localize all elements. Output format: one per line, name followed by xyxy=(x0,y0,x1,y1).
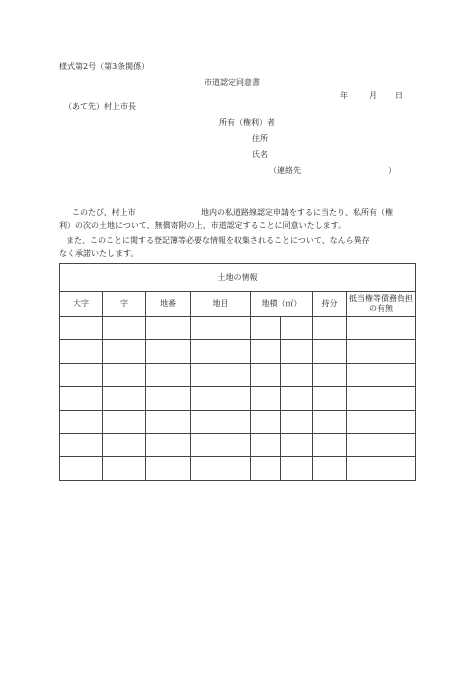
address-label: 住所 xyxy=(252,134,268,143)
cell-mochibun xyxy=(313,457,347,480)
cell-oaza xyxy=(60,340,103,363)
cell-chimoku xyxy=(191,340,251,363)
table-row xyxy=(60,457,416,480)
table-row xyxy=(60,387,416,410)
cell-mortgage xyxy=(347,433,416,456)
table-row xyxy=(60,363,416,386)
cell-chimoku xyxy=(191,410,251,433)
body-line-1-suffix: 地内の私道路線認定申請をするに当たり、私所有（権 xyxy=(201,208,393,217)
cell-mochibun xyxy=(313,317,347,340)
cell-mochibun xyxy=(313,433,347,456)
cell-chimoku xyxy=(191,387,251,410)
table-caption: 土地の情報 xyxy=(60,264,416,292)
body-line-2: 利）の次の土地について、無償寄附の上、市道認定することに同意いたします。 xyxy=(59,221,347,230)
cell-mortgage xyxy=(347,457,416,480)
body-line-1-prefix: このたび、村上市 xyxy=(72,208,136,217)
table-row xyxy=(60,317,416,340)
header-chiban: 地番 xyxy=(146,292,191,317)
cell-chiseki-dec xyxy=(281,457,313,480)
cell-oaza xyxy=(60,410,103,433)
table-row xyxy=(60,340,416,363)
name-label: 氏名 xyxy=(252,150,268,159)
cell-chiseki-int xyxy=(251,317,281,340)
cell-chiban xyxy=(146,410,191,433)
date-year-unit: 年 xyxy=(340,91,348,100)
cell-chiban xyxy=(146,387,191,410)
contact-close: ） xyxy=(388,166,396,175)
cell-chiseki-int xyxy=(251,363,281,386)
cell-chimoku xyxy=(191,457,251,480)
header-mochibun: 持分 xyxy=(313,292,347,317)
cell-chiseki-int xyxy=(251,340,281,363)
table-row xyxy=(60,410,416,433)
cell-mortgage xyxy=(347,387,416,410)
cell-chiban xyxy=(146,433,191,456)
header-oaza: 大字 xyxy=(60,292,103,317)
cell-chiseki-dec xyxy=(281,340,313,363)
cell-oaza xyxy=(60,317,103,340)
cell-aza xyxy=(103,363,146,386)
table-row xyxy=(60,433,416,456)
cell-aza xyxy=(103,317,146,340)
cell-aza xyxy=(103,457,146,480)
cell-oaza xyxy=(60,433,103,456)
contact-label: （連絡先 xyxy=(269,166,301,175)
cell-mortgage xyxy=(347,363,416,386)
cell-mortgage xyxy=(347,317,416,340)
header-aza: 字 xyxy=(103,292,146,317)
land-table-body xyxy=(60,317,416,481)
cell-chiseki-dec xyxy=(281,363,313,386)
cell-mochibun xyxy=(313,410,347,433)
cell-chiban xyxy=(146,457,191,480)
cell-mochibun xyxy=(313,387,347,410)
cell-chimoku xyxy=(191,433,251,456)
cell-aza xyxy=(103,387,146,410)
body-line-3: また、このことに関する登記簿等必要な情報を収集されることについて、なんら異存 xyxy=(66,236,370,245)
cell-chiseki-dec xyxy=(281,317,313,340)
cell-mortgage xyxy=(347,340,416,363)
header-chimoku: 地目 xyxy=(191,292,251,317)
cell-oaza xyxy=(60,457,103,480)
cell-chiban xyxy=(146,340,191,363)
cell-chiseki-dec xyxy=(281,433,313,456)
addressee: （あて先）村上市長 xyxy=(64,102,136,111)
cell-mochibun xyxy=(313,340,347,363)
cell-aza xyxy=(103,340,146,363)
cell-chiban xyxy=(146,317,191,340)
cell-chiseki-int xyxy=(251,387,281,410)
cell-aza xyxy=(103,433,146,456)
body-line-4: なく承諾いたします。 xyxy=(59,249,139,258)
cell-chimoku xyxy=(191,363,251,386)
document-title: 市道認定同意書 xyxy=(204,78,260,87)
cell-chiseki-dec xyxy=(281,387,313,410)
date-month-unit: 月 xyxy=(369,91,377,100)
cell-chimoku xyxy=(191,317,251,340)
land-info-table xyxy=(59,263,416,481)
cell-chiseki-int xyxy=(251,433,281,456)
cell-chiseki-dec xyxy=(281,410,313,433)
owner-heading: 所有（権利）者 xyxy=(219,118,275,127)
cell-oaza xyxy=(60,363,103,386)
header-mortgage: 抵当権等債務負担の有無 xyxy=(347,292,416,317)
cell-mochibun xyxy=(313,363,347,386)
form-number: 様式第2号（第3条関係） xyxy=(59,62,150,71)
cell-mortgage xyxy=(347,410,416,433)
cell-chiseki-int xyxy=(251,410,281,433)
cell-chiseki-int xyxy=(251,457,281,480)
header-chiseki: 地積（㎡） xyxy=(251,292,313,317)
date-day-unit: 日 xyxy=(395,91,403,100)
cell-aza xyxy=(103,410,146,433)
cell-oaza xyxy=(60,387,103,410)
cell-chiban xyxy=(146,363,191,386)
